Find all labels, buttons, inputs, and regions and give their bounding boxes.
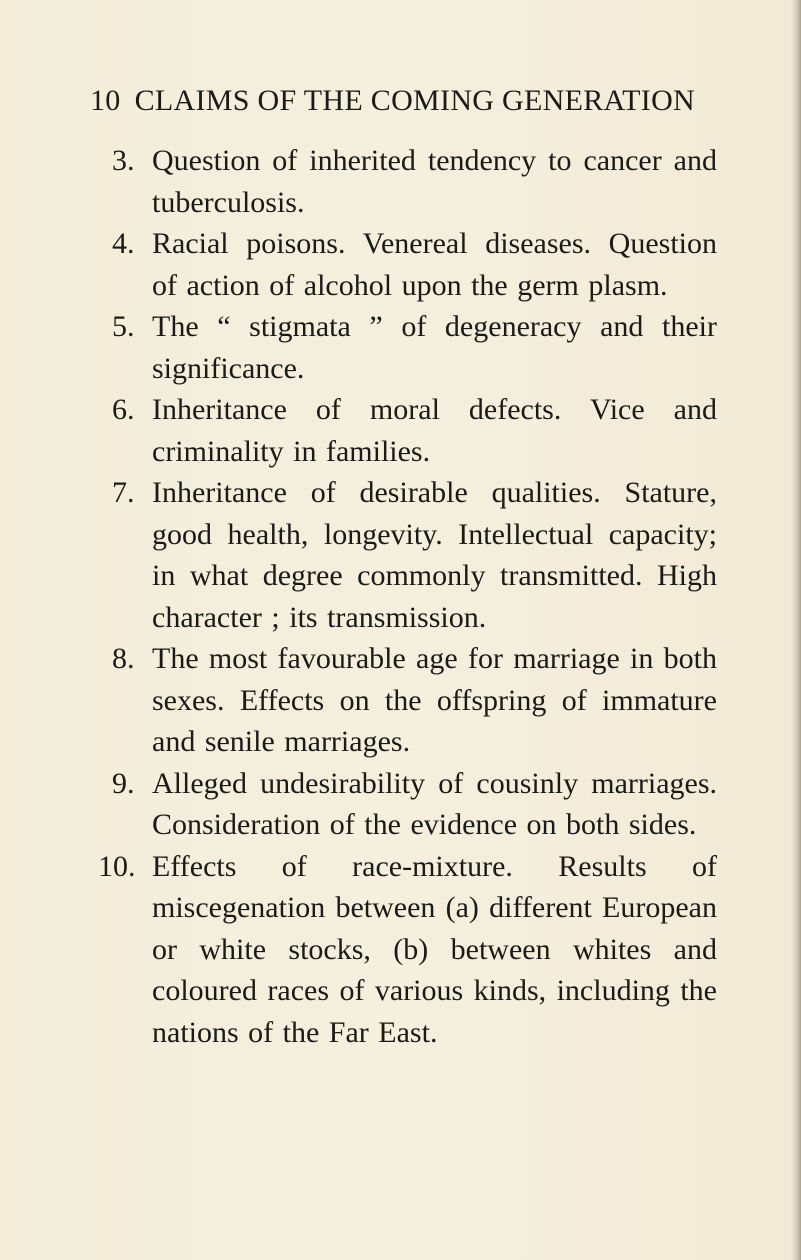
item-text: The “ stigmata ” of degeneracy and their significance. [152,310,717,385]
page-edge-shadow [791,0,801,1260]
item-number: 7. [112,476,135,509]
item-number: 8. [112,642,135,675]
item-number: 5. [112,310,135,343]
item-text: Question of inherited tendency to cancer and tuberculosis. [152,144,717,219]
item-number: 10. [98,849,136,883]
list-item [112,389,717,472]
item-number: 9. [112,766,135,800]
list-item [112,638,717,763]
item-text: Inheritance of moral defects. Vice and criminality in families. [152,393,717,468]
item-number: 6. [112,393,135,426]
running-title: CLAIMS OF THE COMING GENERATION [134,84,696,117]
page-number: 10 [90,84,121,117]
running-header [90,84,750,118]
syllabus-list [98,140,717,1053]
item-text: The most favourable age for marriage in both sexes. Effects on the offspring of immature and senile marriages. [152,642,717,758]
item-number: 4. [112,227,135,260]
item-number: 3. [112,144,135,177]
list-item [112,763,717,846]
list-item [98,846,717,1054]
list-item [112,223,717,306]
item-text: Racial poisons. Venereal diseases. Question of action of alcohol upon the germ plasm. [152,227,717,302]
item-text: Inheritance of desirable qualities. Stature, good health, longevity. Intellectual capacity; in what degree commonly transmitted. High character ; its transmission. [152,476,717,634]
item-text: Alleged undesirability of cousinly marriages. Consideration of the evidence on both sides. [152,766,717,841]
list-item [112,140,717,223]
list-item [112,306,717,389]
item-text: Effects of race-mixture. Results of miscegenation between (a) different European or white stocks, (b) between whites and coloured races of various kinds, including the nations of the Far East. [152,849,717,1049]
list-item [112,472,717,638]
